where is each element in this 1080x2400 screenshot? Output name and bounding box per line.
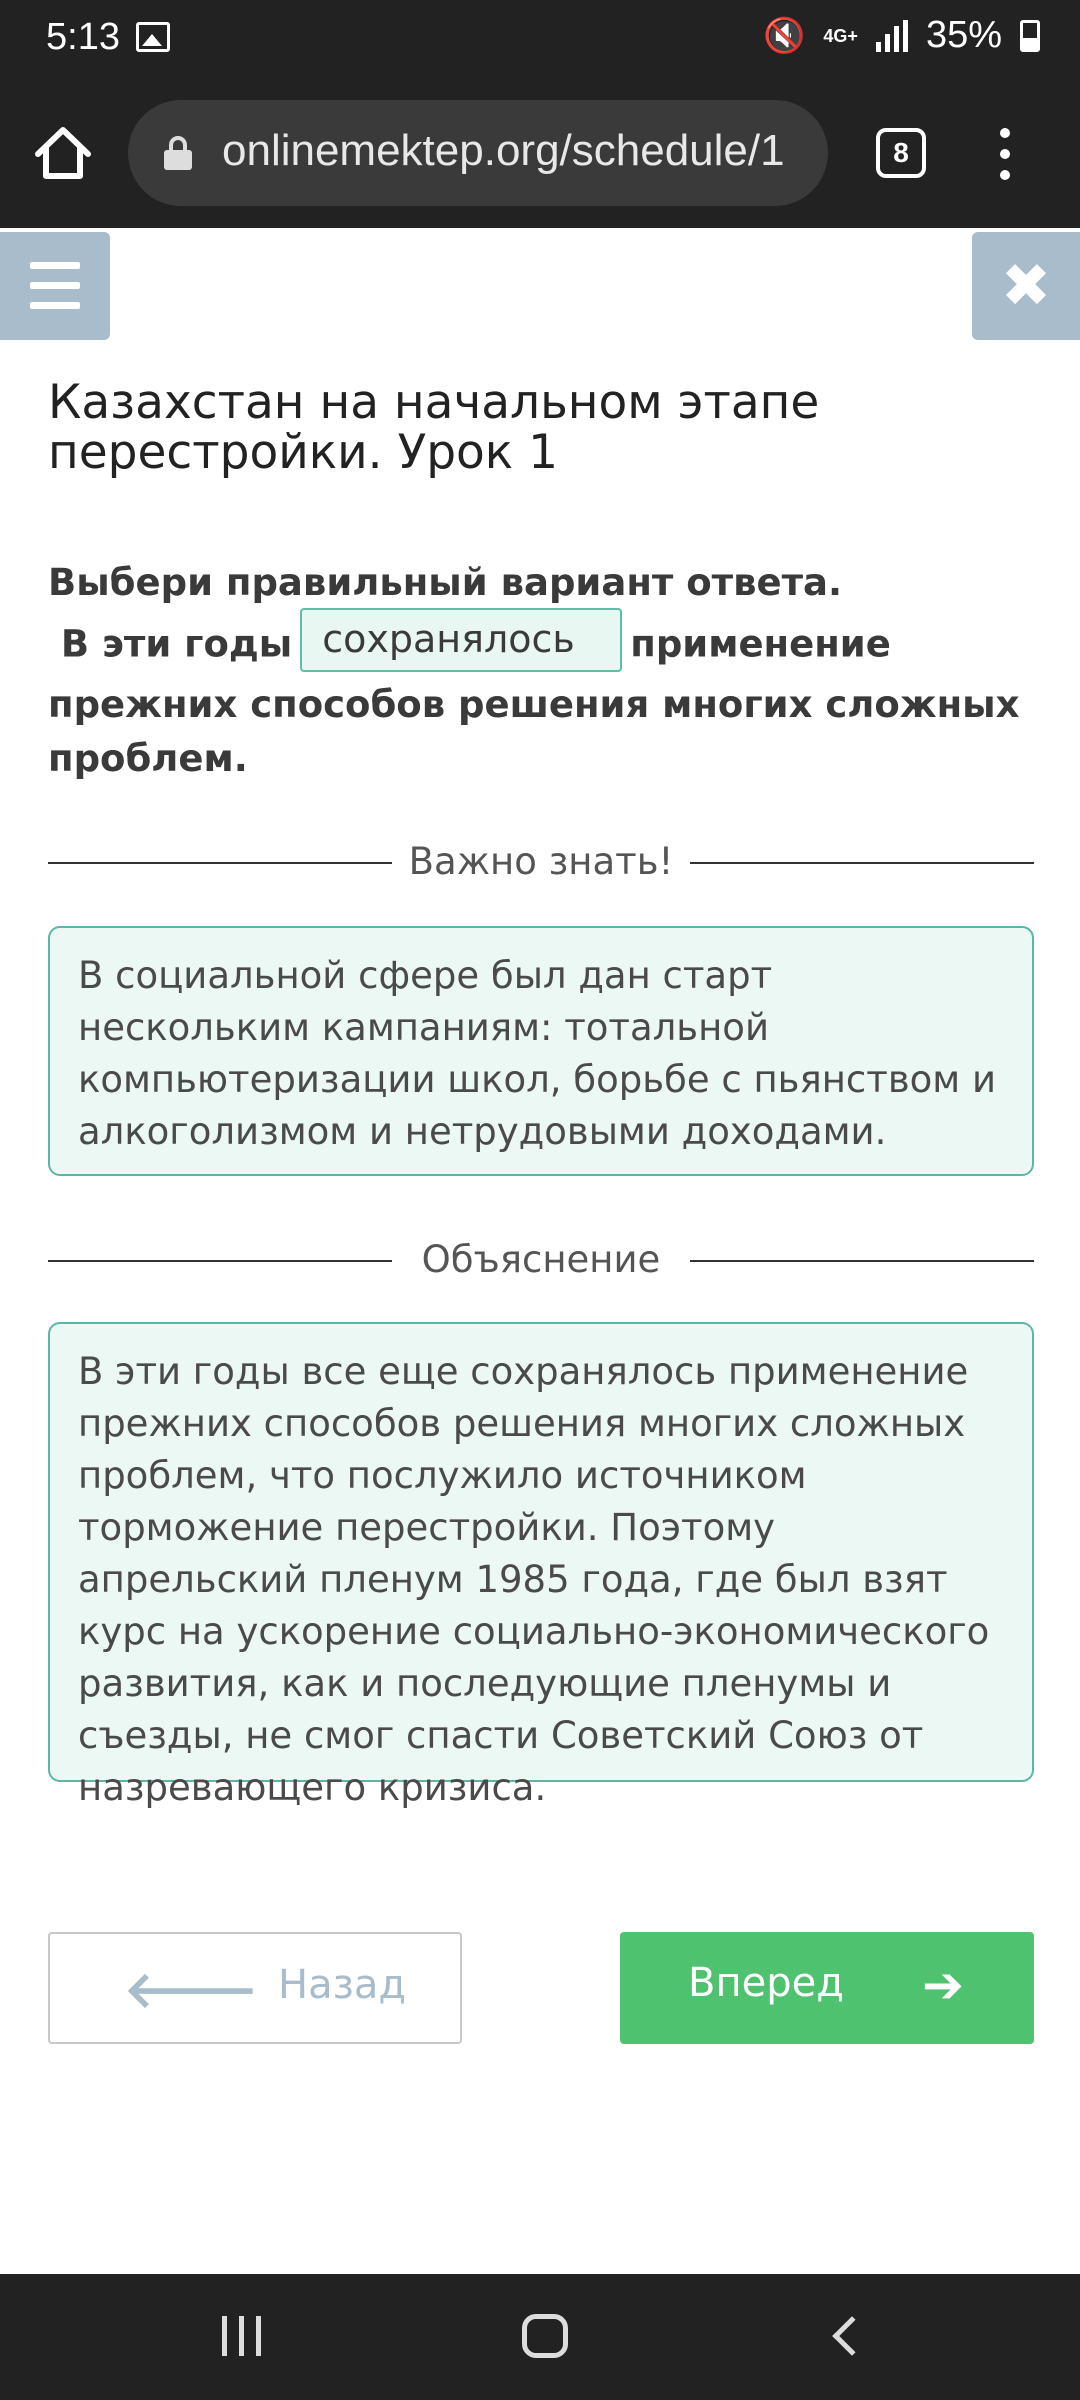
instruction-text: Выбери правильный вариант ответа. [48, 561, 843, 604]
system-navigation-bar [0, 2274, 1080, 2400]
arrow-left-icon: 🡐 [124, 1961, 259, 2019]
explanation-info-box [48, 1322, 1034, 1809]
back-button-label: Назад [278, 1962, 407, 2008]
battery-icon [1020, 20, 1040, 52]
question-line-1 [48, 614, 1038, 678]
lock-icon [164, 136, 192, 170]
status-indicators [763, 14, 1040, 57]
more-options-icon[interactable] [990, 128, 1020, 180]
status-time: 5:13 [46, 16, 120, 58]
tabs-button[interactable]: 8 [876, 128, 926, 178]
next-button[interactable] [620, 1932, 1034, 2044]
mute-icon: 🔇 [763, 16, 806, 55]
browser-toolbar [0, 80, 1080, 228]
question-line-3: проблем. [48, 737, 248, 780]
explanation-text: В эти годы все еще сохранялось применение прежних способов решения многих сложных проблем, что послужило источником торможение перестройки. Поэтому апрельский пленум 1985 года, где был взят курс на ускорение социально-экономического развития, как и последующие пленумы и съезды, не смог спасти Советский Союз от назревающего кризиса. [78, 1350, 990, 1809]
important-info-box [48, 926, 1034, 1176]
status-bar [0, 0, 1080, 80]
answer-dropdown[interactable]: сохранялось [300, 608, 622, 672]
question-line-2: прежних способов решения многих сложных [48, 683, 1020, 726]
question-text-after: применение [630, 622, 891, 666]
gallery-notification-icon [136, 22, 170, 52]
question-block [48, 556, 1038, 786]
page-title: Казахстан на начальном этапе перестройки. Урок 1 [48, 375, 820, 480]
divider-line [690, 862, 1034, 864]
back-nav-icon[interactable] [832, 2316, 872, 2356]
network-type-icon: 4G+ [823, 25, 858, 46]
back-button[interactable] [48, 1932, 462, 2044]
explanation-divider [48, 1230, 1034, 1290]
divider-line [690, 1260, 1034, 1262]
arrow-right-icon: ➔ [922, 1956, 964, 2014]
recent-apps-icon[interactable] [222, 2316, 261, 2356]
question-text-before: В эти годы [60, 622, 293, 666]
important-text: В социальной сфере был дан старт нескольким кампаниям: тотальной компьютеризации школ, борьбе с пьянством и алкоголизмом и нетрудовыми доходами. [78, 954, 996, 1153]
important-label: Важно знать! [408, 840, 674, 883]
home-icon[interactable] [30, 120, 96, 186]
hamburger-menu-button[interactable] [0, 232, 110, 340]
important-divider [48, 832, 1034, 892]
explanation-label: Объяснение [421, 1238, 661, 1281]
battery-percent: 35% [925, 14, 1002, 56]
address-bar[interactable] [128, 100, 828, 206]
next-button-label: Вперед [688, 1960, 844, 2006]
home-nav-icon[interactable] [522, 2314, 568, 2358]
signal-icon [876, 20, 908, 52]
close-button[interactable]: ✖ [972, 232, 1080, 340]
url-text: onlinemektep.org/schedule/1 [222, 126, 785, 175]
